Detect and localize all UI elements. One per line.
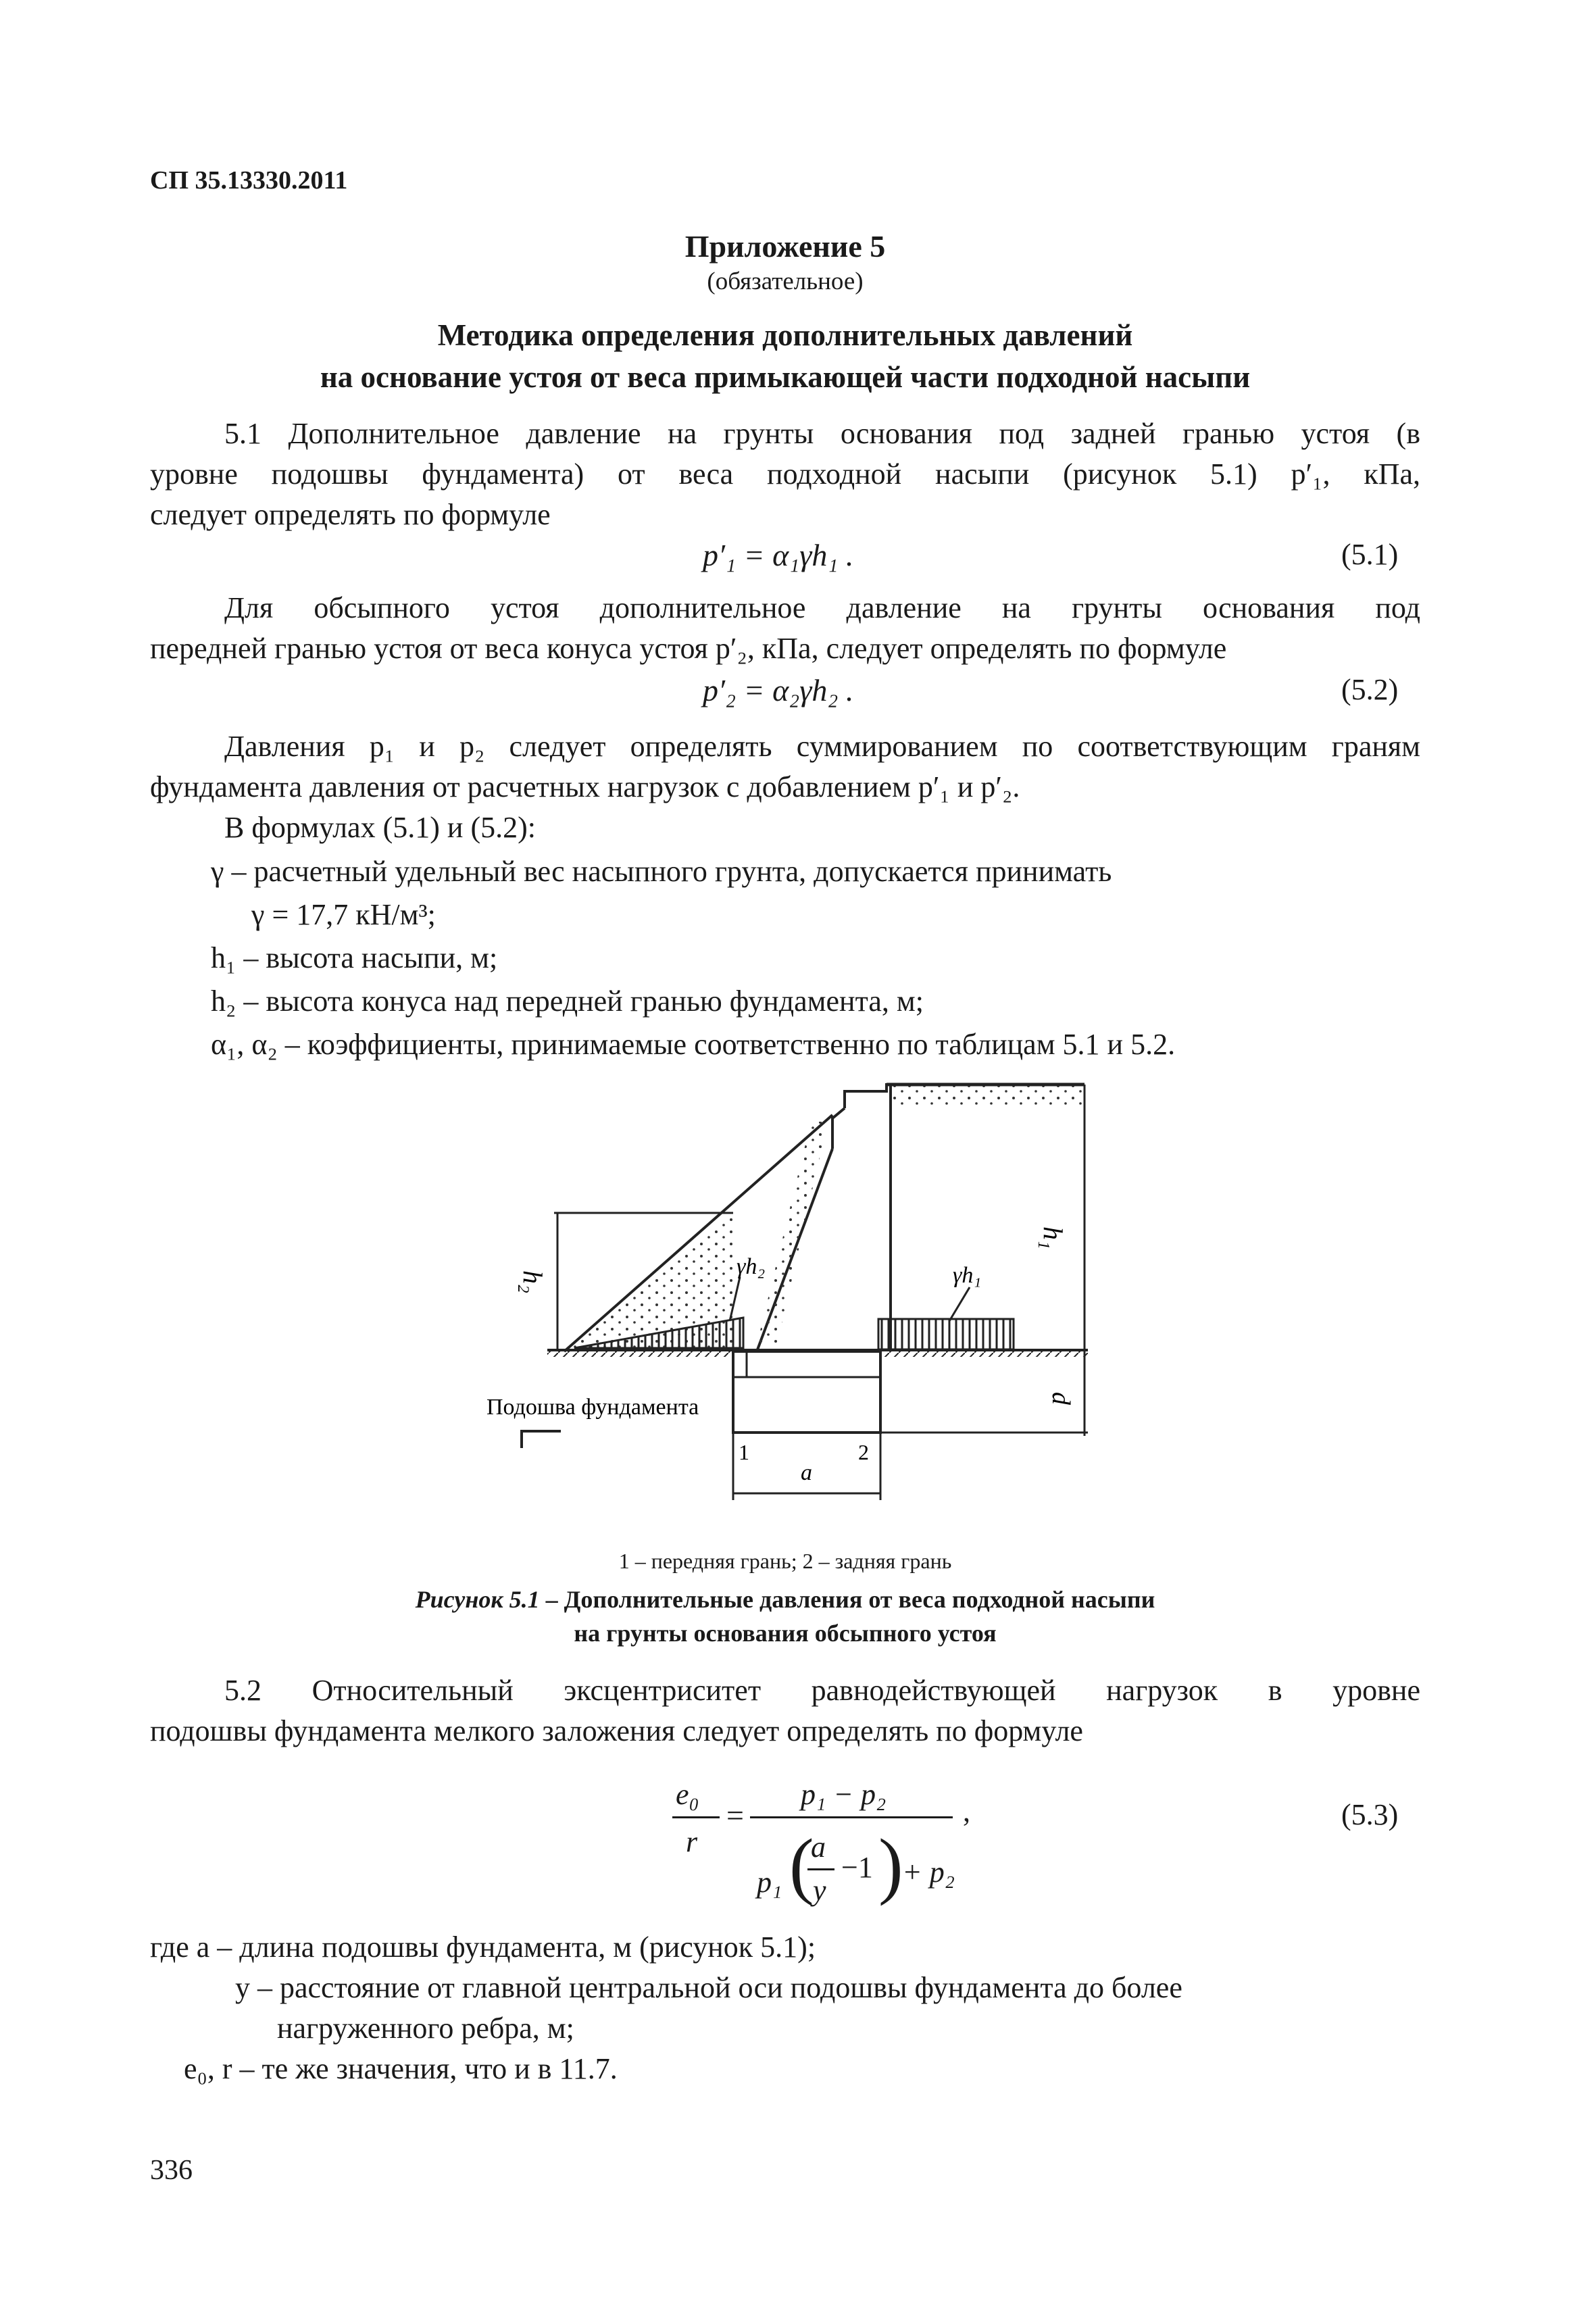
embankment-top-fill [889, 1085, 1084, 1105]
paragraph-pressures-line-1: Давления p₁ и p₂ следует определять суммированием по соответствующим граням [224, 730, 1420, 763]
heading-line-2: на основание устоя от веса примыкающей части подходной насыпи [320, 360, 1251, 394]
frac-plus-p2: + p₂ [902, 1856, 955, 1889]
abutment-cap [832, 1108, 845, 1149]
pressure-gh1-diagram [878, 1319, 1014, 1349]
paragraph-5-1-line-3: следует определять по формуле [150, 498, 551, 531]
formula-5-2: p′₂ = α₂γh₂ . [703, 673, 854, 707]
frac-inner-minus-one: −1 [841, 1851, 873, 1884]
heading-line-1: Методика определения дополнительных давлений [437, 318, 1133, 352]
label-gamma-h1: γh₁ [953, 1263, 982, 1288]
frac-rhs-bar [750, 1816, 953, 1818]
where-line-a: где a – длина подошвы фундамента, м (рисунок 5.1); [150, 1931, 816, 1964]
legend-h2: h₂ – высота конуса над передней гранью фундамента, м; [211, 985, 924, 1018]
frac-lhs-bar [672, 1816, 720, 1818]
frac-lhs-numerator: e₀ [676, 1778, 699, 1811]
legend-alpha: α₁, α₂ – коэффициенты, принимаемые соответственно по таблицам 5.1 и 5.2. [211, 1028, 1176, 1061]
where-line-e0-r: e₀, r – те же значения, что и в 11.7. [184, 2052, 618, 2085]
paragraph-obsypnoy-line-2: передней гранью устоя от веса конуса устоя p′₂, кПа, следует определять по формуле [150, 632, 1227, 665]
figure-legend-caption: 1 – передняя грань; 2 – задняя грань [618, 1549, 952, 1573]
appendix-title: Приложение 5 [684, 229, 886, 264]
frac-inner-numerator: a [811, 1831, 826, 1864]
frac-rhs-den-p1: p₁ [757, 1866, 782, 1899]
where-line-y-cont: нагруженного ребра, м; [277, 2012, 574, 2045]
leader-gh1 [949, 1287, 970, 1321]
paragraph-5-1-line-2: уровне подошвы фундамента) от веса подходной насыпи (рисунок 5.1) p′₁, кПа, [150, 457, 1420, 491]
label-h1: h₁ [1038, 1226, 1068, 1249]
equation-number-5-3: (5.3) [1341, 1798, 1399, 1831]
figure-caption-number: Рисунок 5.1 [415, 1586, 540, 1613]
frac-inner-bar [807, 1868, 834, 1870]
label-face-1: 1 [739, 1440, 749, 1464]
abutment-top [845, 1085, 891, 1351]
figure-caption-line-1: – Дополнительные давления от веса подходной насыпи [539, 1586, 1155, 1613]
frac-comma: , [963, 1795, 970, 1828]
paren-right: ) [878, 1824, 903, 1906]
label-gamma-h2: γh₂ [737, 1254, 766, 1279]
paren-left: ( [789, 1824, 814, 1906]
frac-lhs-denominator: r [686, 1825, 698, 1858]
where-line-y: y – расстояние от главной центральной оси подошвы фундамента до более [235, 1971, 1182, 2004]
cone-fill-2 [757, 1122, 828, 1345]
legend-gamma-line-2: γ = 17,7 кН/м³; [251, 898, 436, 931]
label-a: a [801, 1460, 812, 1485]
paragraph-formulas-intro: В формулах (5.1) и (5.2): [224, 811, 536, 844]
label-foundation-base: Подошва фундамента [487, 1395, 699, 1420]
paragraph-5-2-line-2: подошвы фундамента мелкого заложения следует определять по формуле [150, 1714, 1083, 1747]
document-code: СП 35.13330.2011 [150, 166, 348, 195]
equation-number-5-1: (5.1) [1341, 538, 1399, 571]
paragraph-5-2-line-1: 5.2 Относительный эксцентриситет равнодействующей нагрузок в уровне [224, 1674, 1420, 1707]
formula-5-1: p′₁ = α₁γh₁ . [703, 538, 854, 572]
paragraph-obsypnoy-line-1: Для обсыпного устоя дополнительное давление на грунты основания под [224, 591, 1420, 624]
frac-equals: = [726, 1798, 744, 1833]
frac-rhs-numerator: p₁ − p₂ [801, 1778, 887, 1811]
frac-inner-denominator: y [813, 1874, 826, 1907]
legend-h1: h₁ – высота насыпи, м; [211, 941, 498, 974]
base-marker [522, 1431, 561, 1448]
paragraph-pressures-line-2: фундамента давления от расчетных нагрузок с добавлением p′₁ и p′₂. [150, 770, 1020, 803]
label-face-2: 2 [858, 1440, 869, 1464]
figure-caption-line-2: на грунты основания обсыпного устоя [574, 1620, 997, 1647]
paragraph-5-1-line-1: 5.1 Дополнительное давление на грунты основания под задней гранью устоя (в [224, 417, 1420, 450]
figure-caption [150, 1583, 1420, 1650]
foundation-block [733, 1351, 880, 1433]
label-d: d [1047, 1392, 1075, 1405]
appendix-subtitle: (обязательное) [707, 268, 864, 295]
label-h2: h₂ [518, 1270, 548, 1293]
equation-number-5-2: (5.2) [1341, 673, 1399, 706]
legend-gamma-line-1: γ – расчетный удельный вес насыпного грунта, допускается принимать [211, 855, 1112, 888]
page-number: 336 [150, 2155, 193, 2186]
